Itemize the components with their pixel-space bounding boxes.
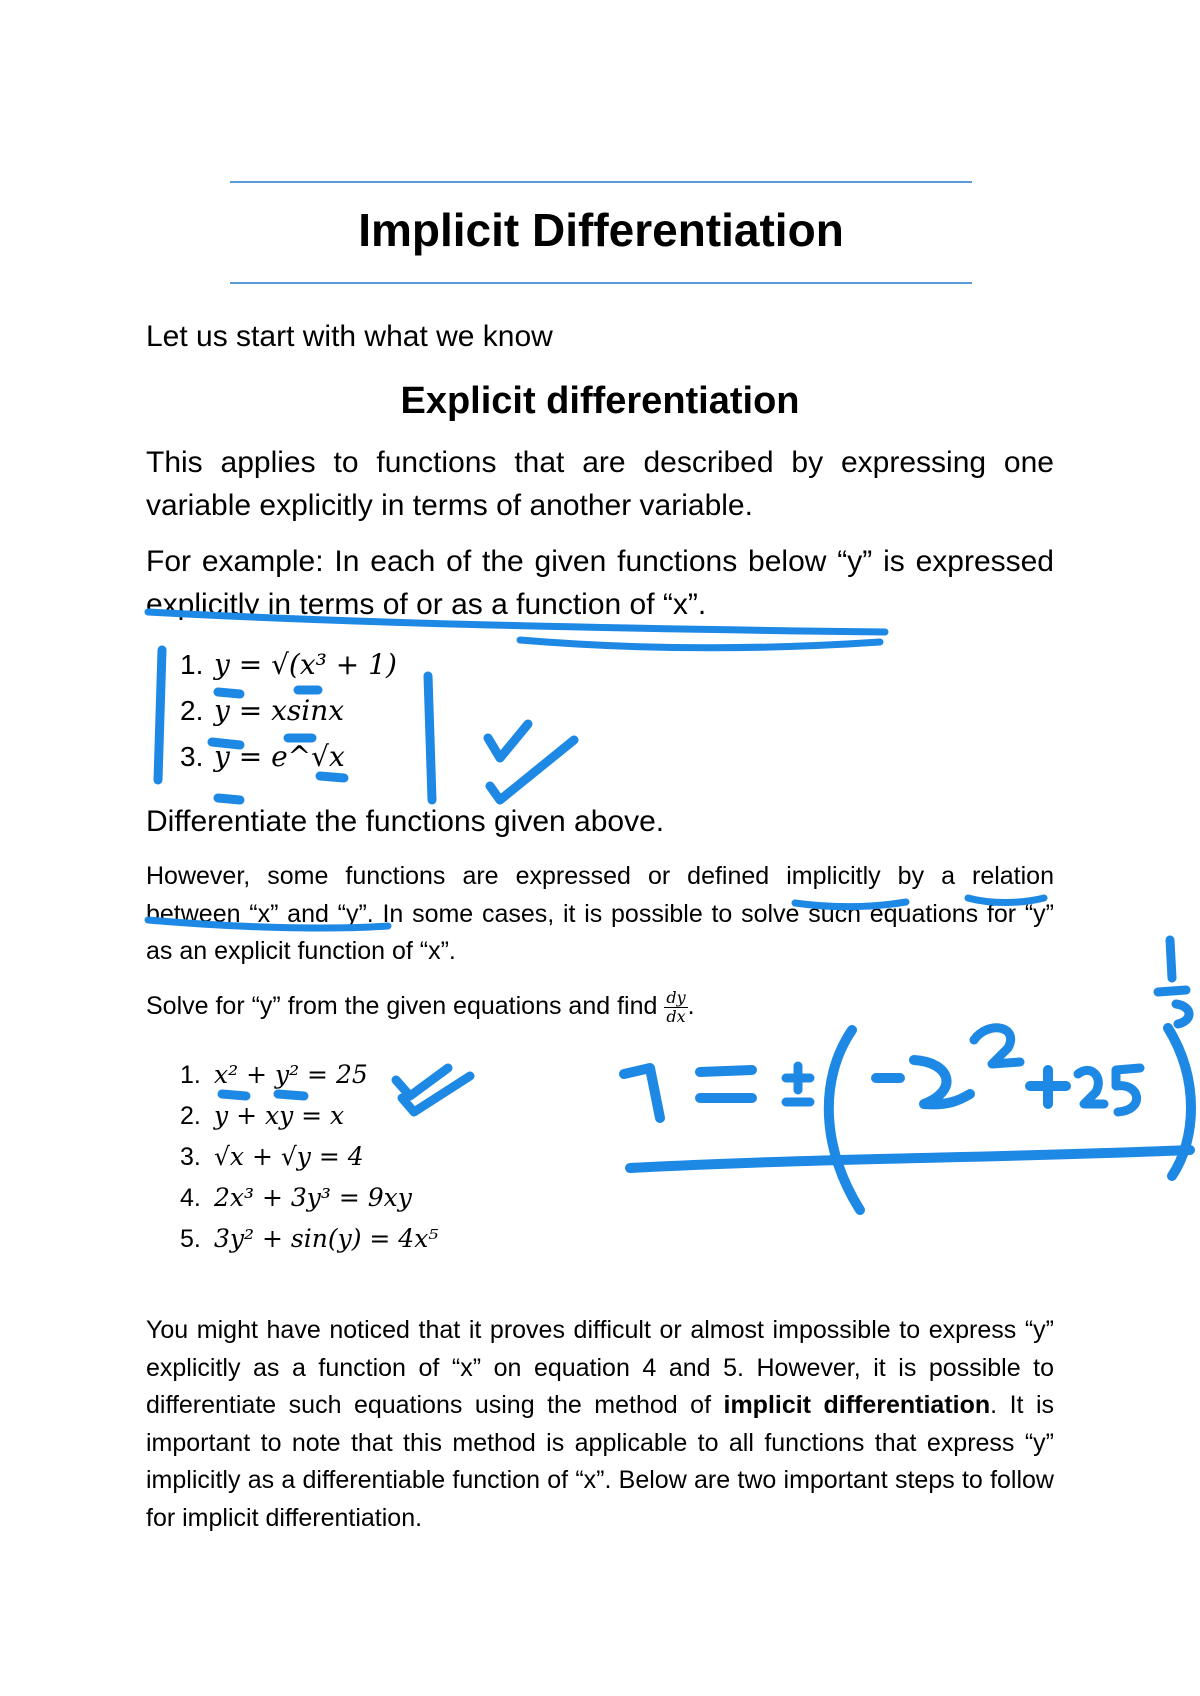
list-number: 4. xyxy=(180,1184,201,1212)
list-number: 2. xyxy=(180,695,204,726)
handwritten-plusminus-ink xyxy=(786,1066,810,1102)
intro-text: Let us start with what we know xyxy=(146,320,553,353)
check-ink xyxy=(488,724,528,758)
list-item xyxy=(180,1101,438,1142)
list-item xyxy=(180,1142,438,1183)
list-number: 1. xyxy=(180,649,204,680)
handwritten-plus-ink xyxy=(1030,1070,1066,1104)
list-number: 2. xyxy=(180,1102,201,1130)
paragraph-differentiate-instruction: Differentiate the functions given above. xyxy=(146,805,665,838)
list-number: 1. xyxy=(180,1061,201,1089)
handwritten-y-ink xyxy=(624,1068,660,1118)
dy-dx-fraction xyxy=(664,989,687,1026)
paragraph-example-intro: For example: In each of the given functions below “y” is expressed explicitly in terms of or as a function of “x”. xyxy=(146,545,1054,621)
handwritten-5-ink xyxy=(1116,1068,1140,1112)
explicit-examples-list xyxy=(180,648,397,786)
paragraph-implicit-method xyxy=(146,1312,1054,1537)
paragraph-explicit-definition: This applies to functions that are described by expressing one variable explicitly in terms of another variable. xyxy=(146,446,1054,522)
check-ink xyxy=(490,740,574,800)
title-bottom-rule xyxy=(230,282,972,284)
solve-instruction-suffix: . xyxy=(687,992,695,1020)
list-item xyxy=(180,740,397,786)
handwritten-paren-ink xyxy=(1168,1028,1191,1176)
title-top-rule xyxy=(230,181,972,183)
handwritten-x-ink xyxy=(914,1060,970,1104)
underline-ink xyxy=(520,640,880,648)
list-item xyxy=(180,694,397,740)
equation: y = √(x³ + 1) xyxy=(214,648,397,681)
list-number: 3. xyxy=(180,1143,201,1171)
page-title: Implicit Differentiation xyxy=(358,204,844,256)
vertical-stroke-ink xyxy=(428,676,432,800)
method-text-b: . It is important to note that this method is applicable to all functions that express “y” implicitly as a differentiable function of “x”. Below are two important steps to follow for implicit differentiation. xyxy=(146,1391,1054,1532)
equation: 2x³ + 3y³ = 9xy xyxy=(214,1183,412,1212)
list-item xyxy=(180,1224,438,1265)
explicit-heading: Explicit differentiation xyxy=(400,380,800,422)
list-number: 5. xyxy=(180,1225,201,1253)
fraction-numerator: dy xyxy=(666,987,686,1007)
paragraph-solve-instruction xyxy=(146,988,1054,1026)
underline-ink xyxy=(630,1150,1190,1168)
paragraph-implicit-intro: However, some functions are expressed or defined implicitly by a relation between “x” and “y”. In some cases, it is possible to solve such equations for “y” as an explicit function of “x”. xyxy=(146,862,1054,965)
handwritten-paren-ink xyxy=(829,1030,860,1210)
handwritten-equals-ink xyxy=(700,1070,752,1098)
list-number: 3. xyxy=(180,741,204,772)
list-item xyxy=(180,1183,438,1224)
solve-instruction-text: Solve for “y” from the given equations and find xyxy=(146,992,658,1020)
method-text-a: You might have noticed that it proves difficult or almost impossible to express “y” explicitly as a function of “x” on equation 4 and 5. However, it is possible to differentiate such equations using the method of xyxy=(146,1316,1054,1419)
equation: 3y² + sin(y) = 4x⁵ xyxy=(214,1224,439,1253)
handwritten-2-ink xyxy=(1078,1070,1104,1104)
equation: √x + √y = 4 xyxy=(214,1142,364,1171)
bracket-ink xyxy=(158,650,162,780)
handwritten-exp2-ink xyxy=(974,1028,1020,1064)
implicit-examples-list xyxy=(180,1060,438,1265)
method-term-bold: implicit differentiation xyxy=(723,1391,991,1419)
list-item xyxy=(180,648,397,694)
list-item xyxy=(180,1060,438,1101)
handwritten-exponent-ink xyxy=(1158,940,1189,1024)
equation: y = xsinx xyxy=(214,694,345,727)
fraction-denominator: dx xyxy=(666,1006,686,1026)
equation: x² + y² = 25 xyxy=(214,1060,368,1089)
equation: y + xy = x xyxy=(214,1101,345,1130)
equation: y = e^√x xyxy=(214,740,345,773)
